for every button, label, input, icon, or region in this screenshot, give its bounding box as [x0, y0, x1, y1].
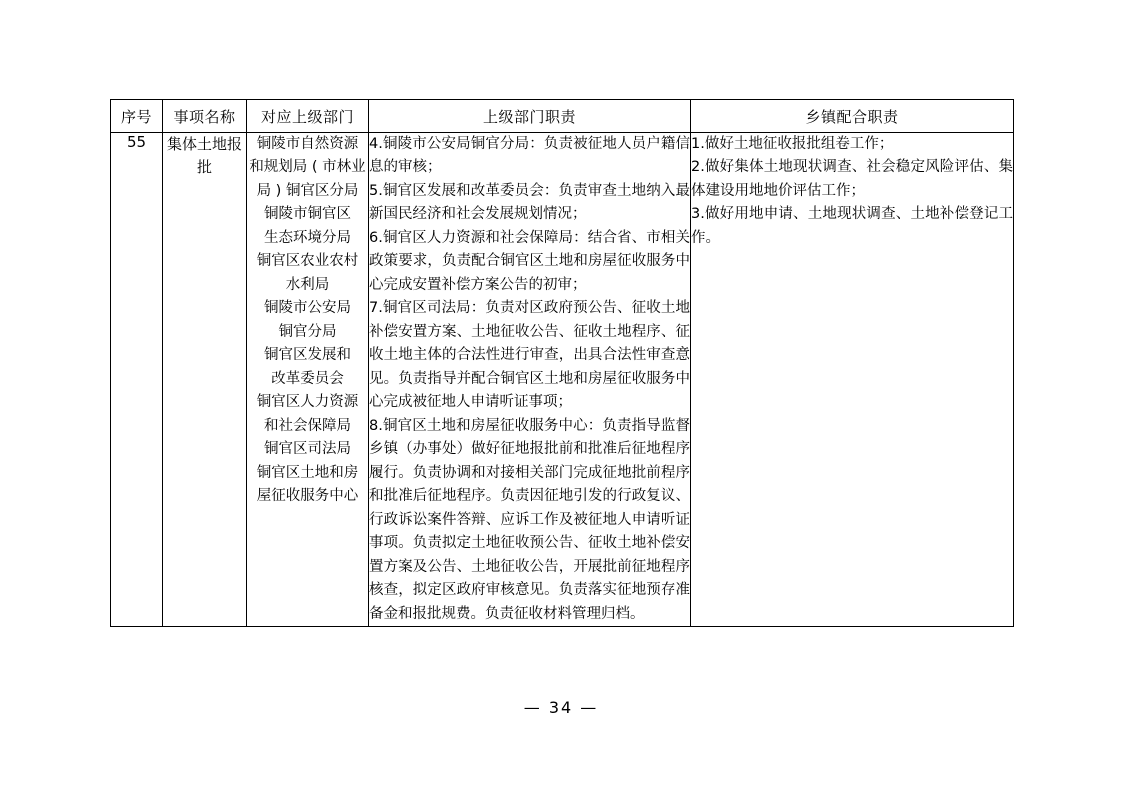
dept-line: 改革委员会 — [271, 370, 344, 387]
dept-line: 和社会保障局 — [264, 417, 351, 434]
dept-line: 铜官区司法局 — [264, 441, 351, 458]
header-seq: 序号 — [111, 100, 163, 133]
header-item-name: 事项名称 — [163, 100, 247, 133]
header-upper-dept: 对应上级部门 — [247, 100, 369, 133]
header-town-duty: 乡镇配合职责 — [691, 100, 1014, 133]
dept-line: 铜陵市公安局 — [264, 300, 351, 317]
dept-line: 铜陵市自然资源 — [256, 136, 359, 152]
responsibility-table — [110, 99, 1014, 627]
town-duty-paragraph: 2.做好集体土地现状调查、社会稳定风险评估、集体建设用地地价评估工作； — [691, 159, 1013, 199]
town-duty-paragraph: 3.做好用地申请、土地现状调查、土地补偿登记工作。 — [691, 206, 1013, 246]
duty-paragraph: 6.铜官区人力资源和社会保障局：结合省、市相关政策要求，负责配合铜官区土地和房屋征收服务中心完成安置补偿方案公告的初审； — [369, 229, 690, 293]
cell-item-name: 集体土地报批 — [163, 133, 247, 627]
dept-line: 铜陵市铜官区 — [264, 206, 351, 223]
table-row — [111, 133, 1014, 627]
dept-line: 和规划局 ( 市林业 — [249, 159, 366, 176]
dept-line: 局 ) 铜官区分局 — [256, 182, 359, 199]
dept-line: 水利局 — [285, 276, 330, 293]
dept-line: 铜官区发展和 — [264, 347, 351, 364]
town-duty-paragraph: 1.做好土地征收报批组卷工作； — [691, 136, 894, 152]
cell-upper-dept — [247, 133, 369, 627]
header-upper-duty: 上级部门职责 — [369, 100, 691, 133]
dept-line: 铜官区人力资源 — [256, 394, 359, 411]
cell-town-duty — [691, 133, 1014, 627]
duty-paragraph: 5.铜官区发展和改革委员会：负责审查土地纳入最新国民经济和社会发展规划情况； — [369, 182, 690, 223]
dept-line: 屋征收服务中心 — [256, 488, 359, 505]
dept-line: 生态环境分局 — [264, 229, 351, 246]
duty-paragraph: 8.铜官区土地和房屋征收服务中心：负责指导监督乡镇（办事处）做好征地报批前和批准后征地程序履行。负责协调和对接相关部门完成征地批前程序和批准后征地程序。负责因征地引发的行政复议、行政诉讼案件答辩、应诉工作及被征地人申请听证事项。负责拟定土地征收预公告、征收土地补偿安置方案及公告、土地征收公告，开展批前征地程序核查，拟定区政府审核意见。负责落实征地预存准备金和报批规费。负责征收材料管理归档。 — [369, 417, 690, 622]
cell-seq: 55 — [111, 133, 163, 627]
cell-upper-duty — [369, 133, 691, 627]
duty-paragraph: 4.铜陵市公安局铜官分局：负责被征地人员户籍信息的审核； — [369, 136, 690, 176]
dept-line: 铜官分局 — [278, 323, 337, 340]
table-header-row — [111, 100, 1014, 133]
dept-line: 铜官区土地和房 — [256, 464, 359, 481]
dept-line: 铜官区农业农村 — [256, 253, 359, 270]
page-number: — 34 — — [523, 698, 599, 717]
duty-paragraph: 7.铜官区司法局：负责对区政府预公告、征收土地补偿安置方案、土地征收公告、征收土地程序、征收土地主体的合法性进行审查，出具合法性审查意见。负责指导并配合铜官区土地和房屋征收服务中心完成被征地人申请听证事项； — [369, 300, 690, 411]
